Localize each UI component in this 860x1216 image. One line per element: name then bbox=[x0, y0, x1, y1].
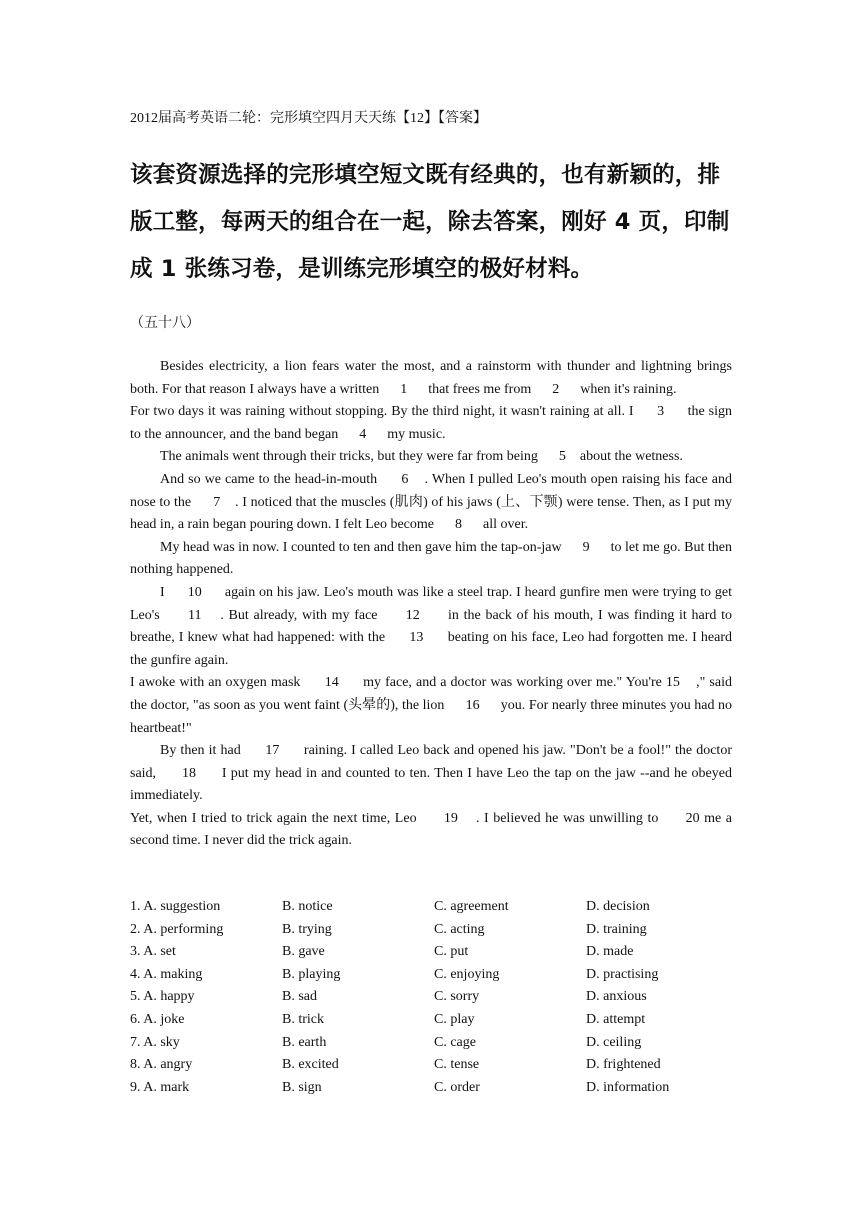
option-c: C. acting bbox=[434, 921, 485, 937]
option-b: B. trick bbox=[282, 1011, 324, 1027]
option-d: D. training bbox=[586, 921, 647, 937]
option-row bbox=[130, 1032, 732, 1055]
passage-paragraph: The animals went through their tricks, but they were far from being 5 about the wetness. bbox=[160, 449, 683, 465]
option-a: 4. A. making bbox=[130, 966, 203, 982]
option-row bbox=[130, 1054, 732, 1077]
document-title: 2012届高考英语二轮：完形填空四月天天练【12】【答案】 bbox=[130, 111, 487, 126]
option-d: D. made bbox=[586, 944, 634, 960]
option-c: C. enjoying bbox=[434, 966, 500, 982]
option-d: D. anxious bbox=[586, 989, 647, 1005]
passage-paragraph: By then it had 17 raining. I called Leo back and opened his jaw. "Don't be a fool!" the doctor said, 18 I put my head in and counted to ten. Then I have Leo the tap on the jaw --and he obeyed immediately. bbox=[130, 743, 732, 804]
section-label: （五十八） bbox=[130, 316, 200, 331]
option-a: 5. A. happy bbox=[130, 989, 195, 1005]
option-c: C. put bbox=[434, 944, 469, 960]
option-row bbox=[130, 986, 732, 1009]
option-b: B. earth bbox=[282, 1034, 327, 1050]
option-d: D. information bbox=[586, 1079, 670, 1095]
option-c: C. play bbox=[434, 1011, 475, 1027]
resource-description: 该套资源选择的完形填空短文既有经典的，也有新颖的，排版工整，每两天的组合在一起，除去答案，刚好 4 页，印制成 1 张练习卷，是训练完形填空的极好材料。 bbox=[130, 162, 730, 282]
option-b: B. gave bbox=[282, 944, 325, 960]
option-b: B. notice bbox=[282, 899, 333, 914]
option-row bbox=[130, 896, 732, 919]
option-d: D. frightened bbox=[586, 1057, 661, 1073]
option-d: D. decision bbox=[586, 899, 650, 914]
option-row bbox=[130, 941, 732, 964]
option-c: C. sorry bbox=[434, 989, 480, 1005]
passage-paragraph: Besides electricity, a lion fears water the most, and a rainstorm with thunder and lightning brings both. For that reason I always have a written 1 that frees me from 2 when it's raining. bbox=[130, 359, 732, 397]
passage-paragraph: For two days it was raining without stopping. By the third night, it wasn't raining at all. I 3 the sign to the announcer, and the band began 4 my music. bbox=[130, 404, 732, 442]
passage-paragraph: Yet, when I tried to trick again the next time, Leo 19 . I believed he was unwilling to 20 me a second time. I never did the trick again. bbox=[130, 810, 732, 849]
passage-paragraph: And so we came to the head-in-mouth 6 . When I pulled Leo's mouth open raising his face and nose to the 7 . I noticed that the muscles (肌肉) of his jaws (上、下颚) were tense. Then, as I put my head in, a rain began pouring down. I felt Leo become 8 all over. bbox=[130, 471, 732, 533]
option-row bbox=[130, 919, 732, 942]
passage-paragraph: I awoke with an oxygen mask 14 my face, and a doctor was working over me." You're 15 ," said the doctor, "as soon as you went faint (头晕的), the lion 16 you. For nearly three minutes you had no heartbeat!" bbox=[130, 675, 732, 736]
option-d: D. practising bbox=[586, 966, 659, 982]
cloze-passage bbox=[130, 356, 732, 853]
option-d: D. ceiling bbox=[586, 1034, 642, 1050]
option-row bbox=[130, 1009, 732, 1032]
passage-paragraph: I 10 again on his jaw. Leo's mouth was like a steel trap. I heard gunfire men were trying to get Leo's 11 . But already, with my face 12 in the back of his mouth, I was finding it hard to breathe, I knew what had happened: with the 13 beating on his face, Leo had forgotten me. I heard the gunfire again. bbox=[130, 584, 732, 668]
option-b: B. sad bbox=[282, 989, 317, 1005]
option-row bbox=[130, 964, 732, 987]
option-b: B. sign bbox=[282, 1079, 322, 1095]
option-a: 2. A. performing bbox=[130, 921, 224, 937]
option-a: 8. A. angry bbox=[130, 1057, 193, 1073]
option-d: D. attempt bbox=[586, 1011, 646, 1027]
option-b: B. excited bbox=[282, 1057, 339, 1073]
option-b: B. trying bbox=[282, 921, 332, 937]
option-row bbox=[130, 1077, 732, 1100]
option-a: 6. A. joke bbox=[130, 1011, 185, 1027]
option-a: 3. A. set bbox=[130, 944, 176, 960]
option-b: B. playing bbox=[282, 966, 341, 982]
option-a: 9. A. mark bbox=[130, 1079, 190, 1095]
option-a: 1. A. suggestion bbox=[130, 899, 221, 914]
option-a: 7. A. sky bbox=[130, 1034, 180, 1050]
option-c: C. agreement bbox=[434, 899, 509, 914]
answer-options bbox=[130, 896, 732, 1099]
option-c: C. cage bbox=[434, 1034, 476, 1050]
option-c: C. order bbox=[434, 1079, 480, 1095]
passage-paragraph: My head was in now. I counted to ten and then gave him the tap-on-jaw 9 to let me go. But then nothing happened. bbox=[130, 539, 732, 578]
option-c: C. tense bbox=[434, 1057, 480, 1073]
